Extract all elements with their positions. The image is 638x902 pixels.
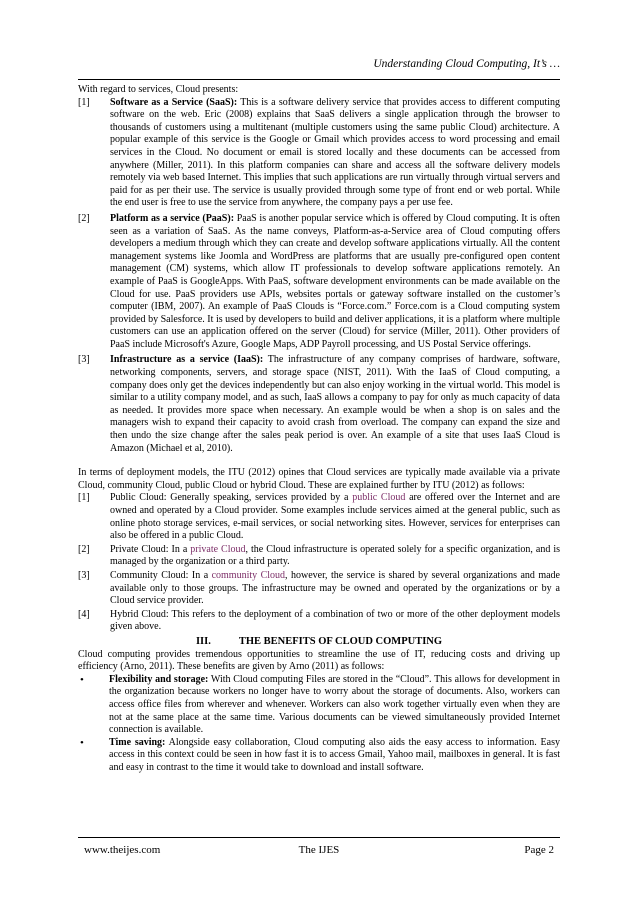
item-text: Community Cloud: In a (110, 569, 212, 581)
item-text: Private Cloud: In a (110, 543, 191, 555)
item-text: Public Cloud: Generally speaking, services provided by a (110, 492, 353, 504)
deployment-item-community (78, 570, 560, 608)
footer-page-number: Page 2 (524, 844, 554, 856)
item-text: The infrastructure of any company comprises of hardware, software, networking components, servers, and storage space (NIST, 2011). With the IaaS of Cloud computing, a company does only get the devices independently but can also enjoy working in the virtual world. This model is similar to a utility company model, and as such, IaaS allows a company to pay for only as much capacity of data as needed. It provides more space when necessary. An example would be when a shop is on sales and the managers wish to expand their capacity to avoid crash from overload. The company can expand the size and then undo the size change after the sales peak period is over. An example of a site that uses IaaS Cloud is Amazon (Michael et al, 2010). (110, 354, 560, 454)
footer-website[interactable]: www.theijes.com (84, 844, 161, 856)
deployment-item-hybrid (78, 609, 560, 634)
bullet-icon: • (80, 673, 84, 686)
item-number: [2] (78, 212, 90, 224)
private-cloud-link[interactable]: private Cloud (190, 543, 246, 555)
deployment-intro: In terms of deployment models, the ITU (2012) opines that Cloud services are typically made available via a private Cloud, community Cloud, public Cloud or hybrid Cloud. These are explained further by ITU (2012) as follows: (78, 467, 560, 491)
item-text: This is a software delivery service that provides access to different computing software on the web. Eric (2008) explains that SaaS delivers a single application through the browser to thousands of customers using a multitenant (multiple customers using the same public Cloud) architecture. A popular example of this service is the Google or Gmail which provides access to word processing and email services in the Cloud. No document or email is stored locally and these documents can be accessed from anywhere (Miller, 2011). In this platform companies can share and access all the software delivery models remotely via web based Internet. This implies that such applications are run virtually through virtual servers and paid for as per their use. The service is usually provided through some type of front end or web portal. While the end user is free to use the service from anywhere, the company pays a per use fee. (110, 96, 560, 209)
item-text: , however, the service is shared by several organizations and made available only to those groups. The infrastructure may be owned and operated by the organizations or by a Cloud service provider. (110, 569, 560, 607)
service-item-saas (78, 97, 560, 210)
benefits-intro: Cloud computing provides tremendous opportunities to streamline the use of IT, reducing costs and driving up efficiency (Arno, 2011). These benefits are given by Arno (2011) as follows: (78, 648, 560, 673)
benefit-term: Time saving: (109, 736, 166, 748)
footer-journal: The IJES (298, 844, 340, 856)
item-term: Platform as a service (PaaS): (110, 212, 235, 224)
community-cloud-link[interactable]: community Cloud (211, 569, 286, 581)
item-number: [3] (78, 569, 90, 581)
bullet-icon: • (80, 736, 84, 749)
benefit-item-flexibility (78, 674, 560, 737)
public-cloud-link[interactable]: public Cloud (352, 492, 406, 504)
service-item-paas (78, 213, 560, 352)
item-number: [1] (78, 492, 90, 504)
item-number: [1] (78, 96, 90, 108)
item-number: [3] (78, 354, 90, 366)
service-item-iaas (78, 354, 560, 455)
footer-rule (78, 837, 560, 838)
section-number: III. (195, 635, 211, 647)
deployment-item-public (78, 492, 560, 542)
section-title: THE BENEFITS OF CLOUD COMPUTING (238, 635, 443, 647)
benefit-text: With Cloud computing Files are stored in the “Cloud”. This allows for development in the organization because workers no longer have to worry about the storage of documents. Also, workers can access office files from wherever and whenever. Workers can also work together virtually even when they are not at the same place at the same time. Various documents can be viewed simultaneously provided Internet connection is available. (109, 673, 560, 736)
item-term: Software as a Service (SaaS): (110, 96, 238, 108)
running-header: Understanding Cloud Computing, It’s … (373, 58, 560, 70)
benefit-text: Alongside easy collaboration, Cloud computing also aids the easy access to information. Easy access in this context could be seen in how fast it is to access Gmail, Yahoo mail, mailboxes in general. It is fast and easy in contrast to the time it would take to download and install software. (109, 736, 560, 773)
item-text: , the Cloud infrastructure is operated solely for a specific organization, and is managed by the organization or a third party. (110, 543, 560, 568)
section-heading (78, 636, 560, 649)
benefit-term: Flexibility and storage: (109, 673, 209, 685)
item-term: Infrastructure as a service (IaaS): (110, 354, 264, 366)
benefit-item-time-saving (78, 737, 560, 775)
item-text: are offered over the Internet and are owned and operated by a Cloud provider. Some examples include services aimed at the general public, such as online photo storage services, e-mail services, or social networking sites. However, services for enterprises can also be offered in a public Cloud. (110, 492, 560, 542)
item-text: PaaS is another popular service which is offered by Cloud computing. It is often seen as a variation of SaaS. As the name conveys, Platform-as-a-Service area of Cloud computing offers developers a medium through which they can create and develop software applications virtually. All the content management systems like Joomla and WordPress are platforms that are usually pre-configured open content management (CM) systems, which allow IT professionals to develop software applications remotely. An example of PaaS is GoogleApps. With PaaS, software development environments can be made available on the Cloud for use. PaaS providers use APIs, websites portals or gateway software installed on the customer’s computer (IBM, 2007). An example of PaaS Clouds is “Force.com.” Force.com is a Cloud computing system provided by Salesforce. It is used by developers to build and deliver applications, it is a platform where multiple customers can use an application offered on the server (Cloud) for service (Miller, 2011). Other providers of PaaS include Microsoft's Azure, Google Maps, ADP Payroll processing, and US Postal Service offerings. (110, 212, 561, 350)
item-number: [2] (78, 543, 90, 555)
services-intro: With regard to services, Cloud presents: (78, 84, 239, 95)
header-rule (78, 79, 560, 80)
deployment-item-private (78, 544, 560, 569)
item-text: Hybrid Cloud: This refers to the deployment of a combination of two or more of the other deployment models given above. (110, 608, 560, 633)
page-body (78, 84, 560, 774)
item-number: [4] (78, 608, 90, 620)
